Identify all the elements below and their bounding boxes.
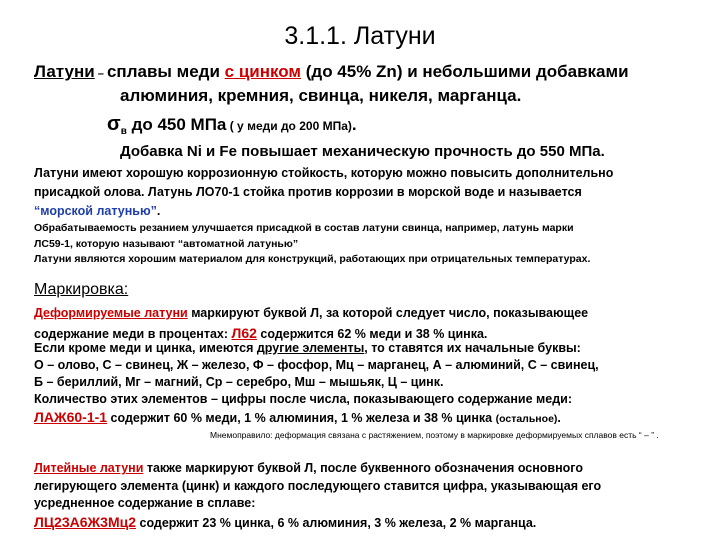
mnemonic-note: Мнемоправило: деформация связана с растяжением, поэтому в маркировке деформируемых сплавов есть “ – ” . xyxy=(210,430,659,440)
wrought-text3b: , то ставятся их начальные буквы: xyxy=(364,341,581,355)
wrought-end: . xyxy=(557,411,561,425)
wrought-line4: О – олово, С – свинец, Ж – железо, Ф – фосфор, Мц – марганец, А – алюминий, С – свинец, xyxy=(34,358,599,372)
sigma-symbol: σ xyxy=(107,113,121,135)
strength-value: до 450 МПа xyxy=(126,115,227,134)
term-brass: Латуни xyxy=(34,62,95,81)
definition-text-2: (до 45% Zn) и небольшими добавками xyxy=(301,62,629,81)
with-zinc-highlight: с цинком xyxy=(224,62,302,81)
definition-text: сплавы меди xyxy=(106,62,225,81)
para2-line1: Обрабатываемость резанием улучшается присадкой в состав латуни свинца, например, латунь марки xyxy=(34,222,574,234)
wrought-text7: содержит 60 % меди, 1 % алюминия, 1 % железа и 38 % цинка xyxy=(107,411,496,425)
wrought-text1: маркируют буквой Л, за которой следует число, показывающее xyxy=(187,306,589,320)
cast-text4: содержит 23 % цинка, 6 % алюминия, 3 % железа, 2 % марганца. xyxy=(136,516,537,530)
para2-line3: Латуни являются хорошим материалом для конструкций, работающих при отрицательных температурах. xyxy=(34,253,591,265)
other-elements-term: другие элементы xyxy=(256,341,365,355)
para2-line2: ЛС59-1, которую называют “автоматной латунью” xyxy=(34,238,299,250)
marine-brass-term: “морской латунью” xyxy=(34,204,157,218)
definition-dash: – xyxy=(94,68,107,80)
page-title: 3.1.1. Латуни xyxy=(284,22,436,50)
wrought-line1 xyxy=(34,306,588,320)
marking-heading: Маркировка: xyxy=(34,281,129,298)
wrought-line5: Б – бериллий, Мг – магний, Ср – серебро, Мш – мышьяк, Ц – цинк. xyxy=(34,375,444,389)
wrought-line3 xyxy=(34,341,581,355)
sigma-subscript: в xyxy=(120,126,127,137)
definition-line-2: алюминия, кремния, свинца, никеля, марганца. xyxy=(120,86,522,105)
example-lc23: ЛЦ23А6Ж3Мц2 xyxy=(34,514,137,530)
para1-line1: Латуни имеют хорошую коррозионную стойкость, которую можно повысить дополнительно xyxy=(34,166,614,180)
strength-note: ( у меди до 200 МПа) xyxy=(226,119,352,133)
wrought-line6: Количество этих элементов – цифры после числа, показывающего содержание меди: xyxy=(34,392,572,406)
cast-text1: также маркируют буквой Л, после буквенного обозначения основного xyxy=(143,461,583,475)
wrought-note: (остальное) xyxy=(495,413,558,425)
para1-end: . xyxy=(156,204,161,218)
para1-line2: присадкой олова. Латунь ЛО70-1 стойка против коррозии в морской воде и называется xyxy=(34,185,582,199)
wrought-line7 xyxy=(34,409,561,425)
cast-line1 xyxy=(34,461,583,475)
wrought-term: Деформируемые латуни xyxy=(34,306,188,320)
wrought-text2b: содержится 62 % меди и 38 % цинка. xyxy=(256,327,488,341)
wrought-text2: содержание меди в процентах: xyxy=(34,327,232,341)
wrought-line2 xyxy=(34,325,487,341)
definition-line xyxy=(34,62,629,82)
example-lazh: ЛАЖ60-1-1 xyxy=(34,409,108,425)
example-l62: Л62 xyxy=(231,325,257,341)
cast-line3: усредненное содержание в сплаве: xyxy=(34,496,256,510)
cast-line4 xyxy=(34,514,536,530)
strength-line xyxy=(107,113,357,137)
cast-line2: легирующего элемента (цинк) и каждого последующего ставится цифра, указывающая его xyxy=(34,479,602,493)
para1-line3 xyxy=(34,204,160,218)
strength-end: . xyxy=(351,115,357,134)
additive-line: Добавка Ni и Fe повышает механическую прочность до 550 МПа. xyxy=(120,143,605,160)
wrought-text3: Если кроме меди и цинка, имеются xyxy=(34,341,257,355)
cast-term: Литейные латуни xyxy=(34,461,144,475)
